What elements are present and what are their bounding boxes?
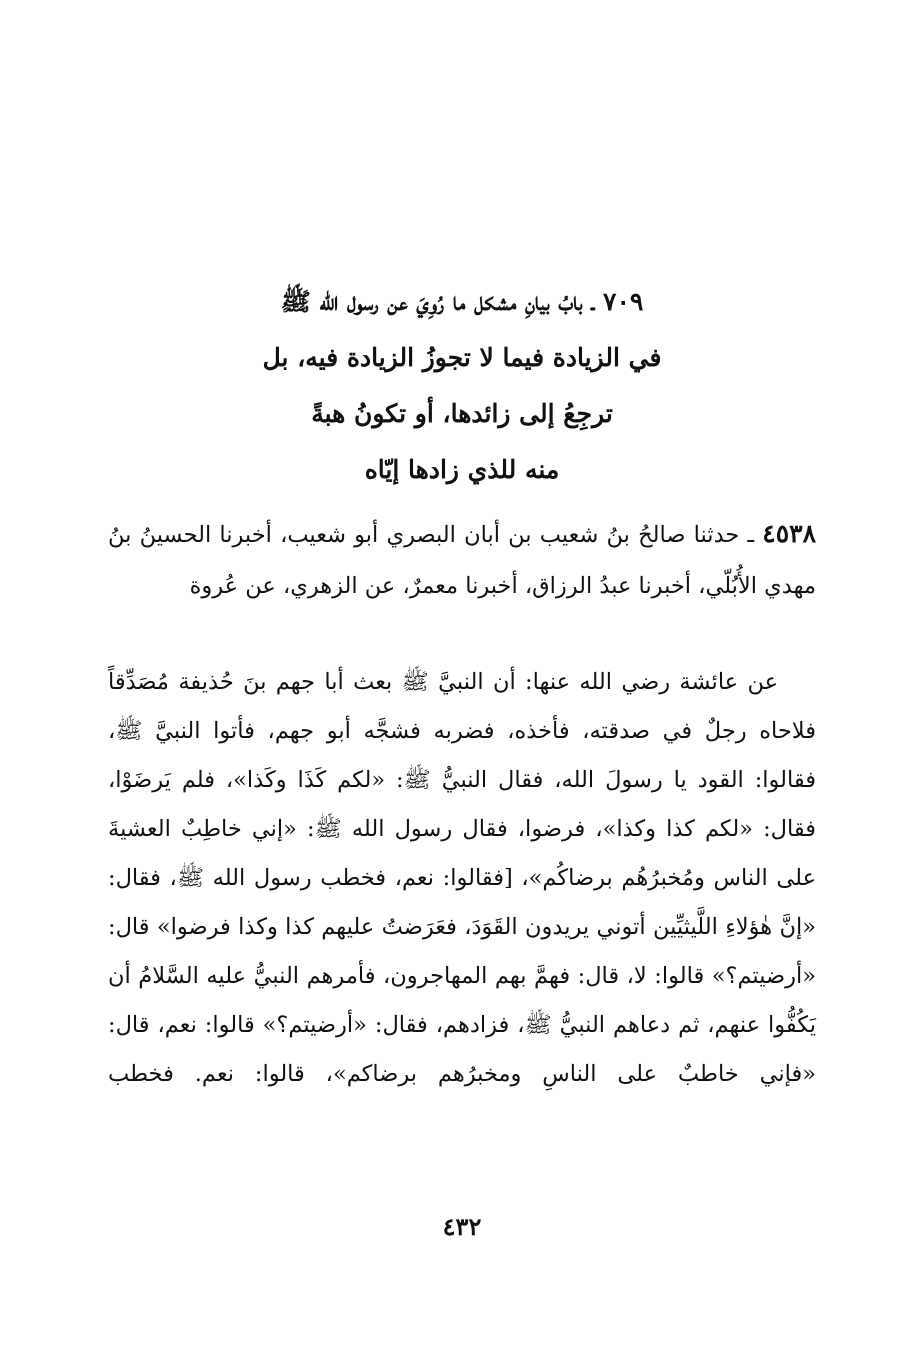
hadith-isnad-text: ـ حدثنا صالحُ بنُ شعيب بن أبان البصري أبو شعيب، أخبرنا الحسينُ بنُ مهدي الأُبُلّي، أخبرنا عبدُ الرزاق، أخبرنا معمرٌ، عن الزهري، عن عُروة (108, 522, 816, 599)
chapter-heading (120, 274, 804, 498)
heading-line: منه للذي زادها إيّاه (364, 455, 560, 484)
hadith-matn-paragraph (108, 658, 816, 1099)
hadith-isnad-paragraph (108, 508, 816, 612)
hadith-matn-text: عن عائشة رضي الله عنها: أن النبيَّ ﷺ بعث أبا جهم بنَ حُذيفة مُصَدِّقاً فلاحاه رجلٌ في صدقته، فأخذه، فضربه فشجَّه أبو جهم، فأتوا النبيَّ ﷺ، فقالوا: القود يا رسولَ الله، فقال النبيُّ ﷺ: «لكم كَذَا وكَذا»، فلم يَرضَوْا، فقال: «لكم كذا وكذا»، فرضوا، فقال رسول الله ﷺ: «إني خاطِبٌ العشيةَ على الناس ومُخبرُهُم برضاكُم»، [فقالوا: نعم، فخطب رسول الله ﷺ، فقال: «إنَّ هٰؤلاءِ اللَّيثيِّين أتوني يريدون القَوَدَ، فعَرَضتُ عليهم كذا وكذا فرضوا» قال: «أرضيتم؟» قالوا: لا، قال: فهمَّ بهم المهاجرون، فأمرهم النبيُّ عليه السَّلامُ أن يَكُفُّوا عنهم، ثم دعاهم النبيُّ ﷺ، فزادهم، فقال: «أرضيتم؟» قالوا: نعم، قال: «فإني خاطبٌ على الناسِ ومخبرُهم برضاكم»، قالوا: نعم. فخطب (108, 669, 816, 1087)
heading-line: في الزيادة فيما لا تجوزُ الزيادة فيه، بل (262, 343, 662, 372)
heading-line: ترجِعُ إلى زائدها، أو تكونُ هبةً (311, 399, 613, 428)
heading-line: ٧٠٩ ـ بابُ بيانِ مشكل ما رُوِيَ عن رسول الله ﷺ (280, 287, 644, 316)
page-number: ٤٣٢ (442, 1212, 482, 1241)
hadith-number: ٤٥٣٨ (762, 519, 817, 548)
